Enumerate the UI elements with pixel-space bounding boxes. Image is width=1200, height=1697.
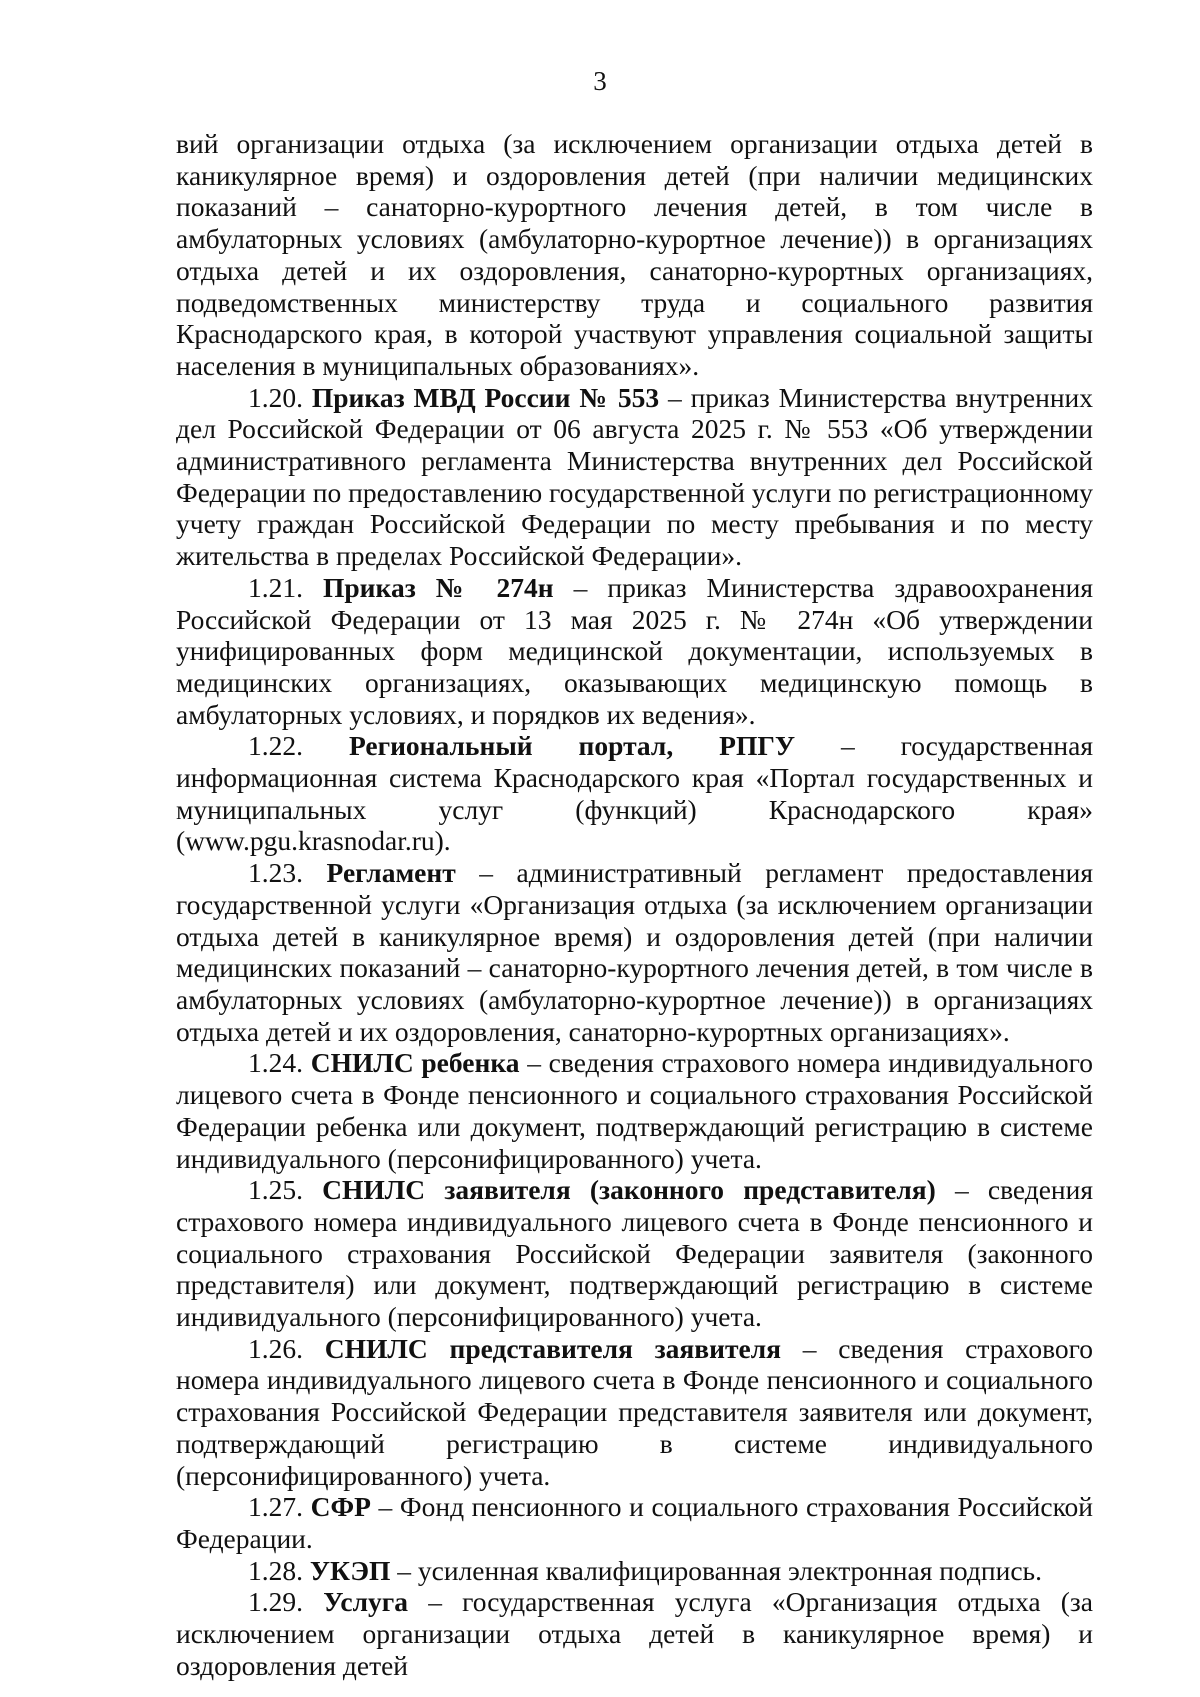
term-definition: – приказ Министерства внутренних дел Российской Федерации от 06 августа 2025 г. № 553 «Об утверждении административного регламента Министерства внутренних дел Российской Федерации по предоставлению государственной услуги по регистрационному учету граждан Российской Федерации по месту пребывания и по месту жительства в пределах Российской Федерации». bbox=[176, 381, 1094, 572]
definition-item-1-20 bbox=[176, 382, 1093, 572]
item-number: 1.27. bbox=[248, 1491, 303, 1523]
defined-term: СНИЛС ребенка bbox=[310, 1047, 520, 1079]
defined-term: Услуга bbox=[323, 1586, 409, 1618]
defined-term: СНИЛС заявителя (законного представителя) bbox=[322, 1174, 936, 1206]
item-number: 1.29. bbox=[248, 1586, 303, 1618]
defined-term: Региональный портал, РПГУ bbox=[348, 730, 796, 762]
defined-term: СФР bbox=[310, 1491, 371, 1523]
item-number: 1.21. bbox=[248, 571, 303, 603]
item-number: 1.23. bbox=[248, 857, 303, 889]
item-number: 1.22. bbox=[248, 730, 303, 762]
definition-item-1-29 bbox=[176, 1586, 1093, 1681]
definition-item-1-28 bbox=[176, 1555, 1093, 1587]
definition-item-1-21 bbox=[176, 572, 1093, 731]
item-number: 1.25. bbox=[248, 1174, 303, 1206]
term-definition: – приказ Министерства здравоохранения Российской Федерации от 13 мая 2025 г. № 274н «Об утверждении унифицированных форм медицинской документации, используемых в медицинских организациях, оказывающих медицинскую помощь в амбулаторных условиях, и порядков их ведения». bbox=[176, 571, 1094, 730]
term-definition: – государственная информационная система Краснодарского края «Портал государственных и муниципальных услуг (функций) Краснодарского края» (www.pgu.krasnodar.ru). bbox=[176, 730, 1093, 857]
document-body bbox=[176, 128, 1093, 1681]
item-number: 1.24. bbox=[248, 1047, 303, 1079]
term-definition: – сведения страхового номера индивидуального лицевого счета в Фонде пенсионного и социального страхования Российской Федерации представителя заявителя или документ, подтверждающий регистрацию в системе индивидуального (персонифицированного) учета. bbox=[176, 1332, 1094, 1491]
item-number: 1.28. bbox=[248, 1554, 303, 1586]
definition-item-1-22 bbox=[176, 730, 1093, 857]
definition-item-1-27 bbox=[176, 1491, 1093, 1554]
term-definition: – усиленная квалифицированная электронная подпись. bbox=[390, 1554, 1042, 1586]
term-definition: – Фонд пенсионного и социального страхования Российской Федерации. bbox=[176, 1491, 1094, 1554]
term-definition: – административный регламент предоставления государственной услуги «Организация отдыха (за исключением организации отдыха детей в каникулярное время) и оздоровления детей (при наличии медицинских показаний – санаторно-курортного лечения детей, в том числе в амбулаторных условиях (амбулаторно-курортное лечение)) в организациях отдыха детей и их оздоровления, санаторно-курортных организациях». bbox=[176, 857, 1094, 1047]
defined-term: Приказ МВД России № 553 bbox=[311, 381, 660, 413]
intro-paragraph: вий организации отдыха (за исключением организации отдыха детей в каникулярное время) и оздоровления детей (при наличии медицинских показаний – санаторно-курортного лечения детей, в том числе в амбулаторных условиях (амбулаторно-курортное лечение)) в организациях отдыха детей и их оздоровления, санаторно-курортных организациях, подведомственных министерству труда и социального развития Краснодарского края, в которой участвуют управления социальной защиты населения в муниципальных образованиях». bbox=[176, 128, 1093, 381]
term-definition: – сведения страхового номера индивидуального лицевого счета в Фонде пенсионного и социального страхования Российской Федерации заявителя (законного представителя) или документ, подтверждающий регистрацию в системе индивидуального (персонифицированного) учета. bbox=[176, 1174, 1094, 1333]
definition-item-1-26 bbox=[176, 1333, 1093, 1492]
page-number: 3 bbox=[593, 66, 607, 96]
definition-item-1-23 bbox=[176, 857, 1093, 1047]
defined-term: УКЭП bbox=[309, 1554, 391, 1586]
term-definition: – государственная услуга «Организация отдыха (за исключением организации отдыха детей в каникулярное время) и оздоровления детей bbox=[176, 1586, 1094, 1681]
definition-item-1-24 bbox=[176, 1047, 1093, 1174]
defined-term: Регламент bbox=[326, 857, 456, 889]
defined-term: Приказ № 274н bbox=[323, 571, 554, 603]
defined-term: СНИЛС представителя заявителя bbox=[324, 1332, 782, 1364]
term-definition: – сведения страхового номера индивидуального лицевого счета в Фонде пенсионного и социального страхования Российской Федерации ребенка или документ, подтверждающий регистрацию в системе индивидуального (персонифицированного) учета. bbox=[176, 1047, 1094, 1174]
item-number: 1.26. bbox=[248, 1332, 303, 1364]
item-number: 1.20. bbox=[248, 381, 303, 413]
definition-item-1-25 bbox=[176, 1174, 1093, 1333]
